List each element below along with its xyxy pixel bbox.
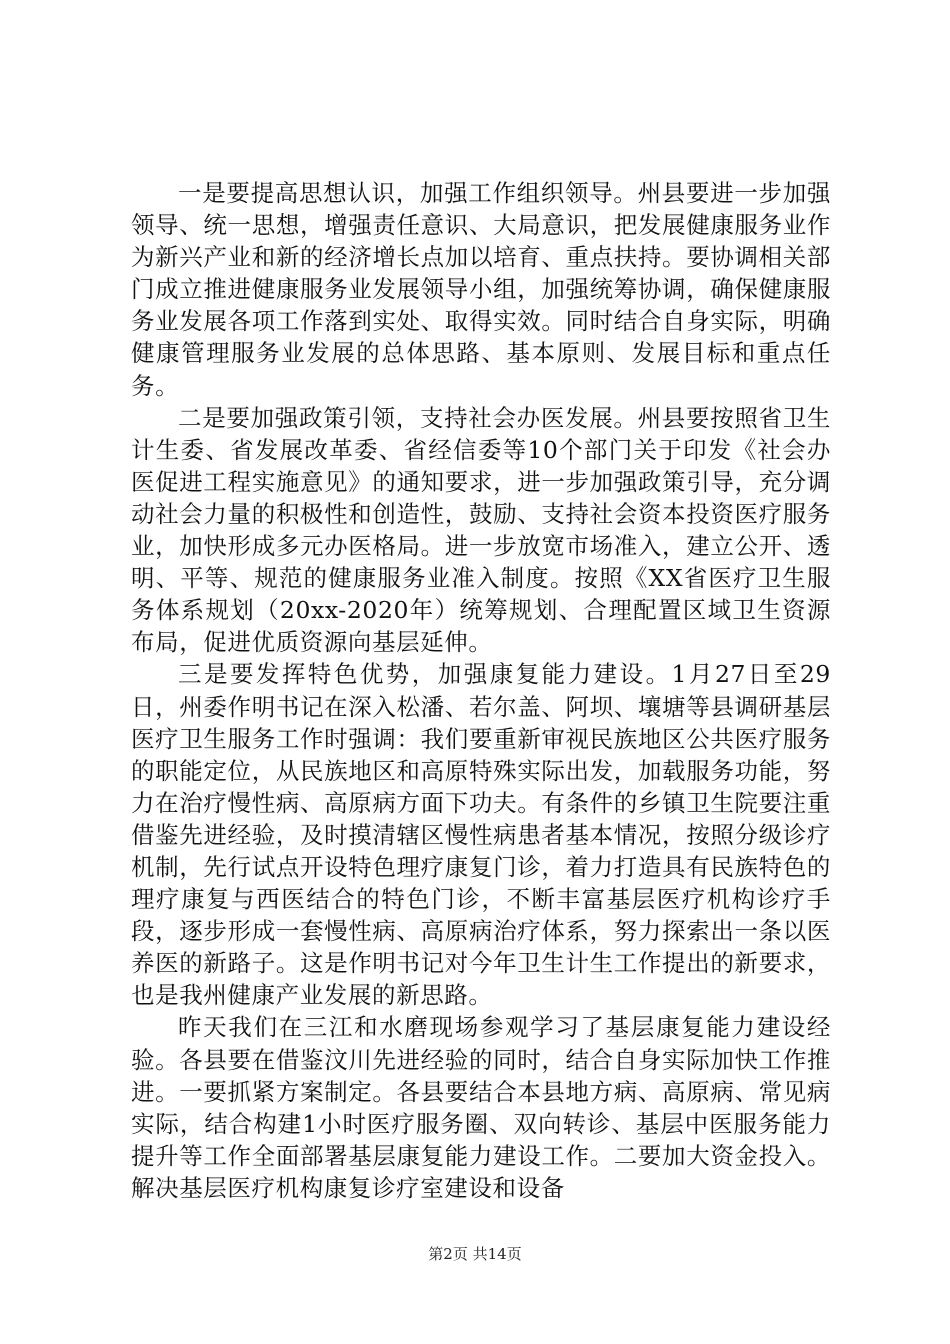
paragraph-2: 二是要加强政策引领，支持社会办医发展。州县要按照省卫生计生委、省发展改革委、省经信委等10个部门关于印发《社会办医促进工程实施意见》的通知要求，进一步加强政策引导，充分调动社会力量的积极性和创造性，鼓励、支持社会资本投资医疗服务业，加快形成多元办医格局。进一步放宽市场准入，建立公开、透明、平等、规范的健康服务业准入制度。按照《XX省医疗卫生服务体系规划（20xx-2020年）统筹规划、合理配置区域卫生资源布局，促进优质资源向基层延伸。 [131, 403, 831, 657]
document-body [131, 177, 831, 1204]
page-number-footer: 第2页 共14页 [428, 1245, 522, 1263]
paragraph-3: 三是要发挥特色优势，加强康复能力建设。1月27日至29日，州委作明书记在深入松潘、若尔盖、阿坝、壤塘等县调研基层医疗卫生服务工作时强调：我们要重新审视民族地区公共医疗服务的职能定位，从民族地区和高原特殊实际出发，加载服务功能，努力在治疗慢性病、高原病方面下功夫。有条件的乡镇卫生院要注重借鉴先进经验，及时摸清辖区慢性病患者基本情况，按照分级诊疗机制，先行试点开设特色理疗康复门诊，着力打造具有民族特色的理疗康复与西医结合的特色门诊，不断丰富基层医疗机构诊疗手段，逐步形成一套慢性病、高原病治疗体系，努力探索出一条以医养医的新路子。这是作明书记对今年卫生计生工作提出的新要求，也是我州健康产业发展的新思路。 [131, 660, 831, 1010]
paragraph-4: 昨天我们在三江和水磨现场参观学习了基层康复能力建设经验。各县要在借鉴汶川先进经验的同时，结合自身实际加快工作推进。一要抓紧方案制定。各县要结合本县地方病、高原病、常见病实际，结合构建1小时医疗服务圈、双向转诊、基层中医服务能力提升等工作全面部署基层康复能力建设工作。二要加大资金投入。解决基层医疗机构康复诊疗室建设和设备 [131, 1013, 831, 1202]
paragraph-1: 一是要提高思想认识，加强工作组织领导。州县要进一步加强领导、统一思想，增强责任意识、大局意识，把发展健康服务业作为新兴产业和新的经济增长点加以培育、重点扶持。要协调相关部门成立推进健康服务业发展领导小组，加强统筹协调，确保健康服务业发展各项工作落到实处、取得实效。同时结合自身实际，明确健康管理服务业发展的总体思路、基本原则、发展目标和重点任务。 [131, 179, 831, 400]
